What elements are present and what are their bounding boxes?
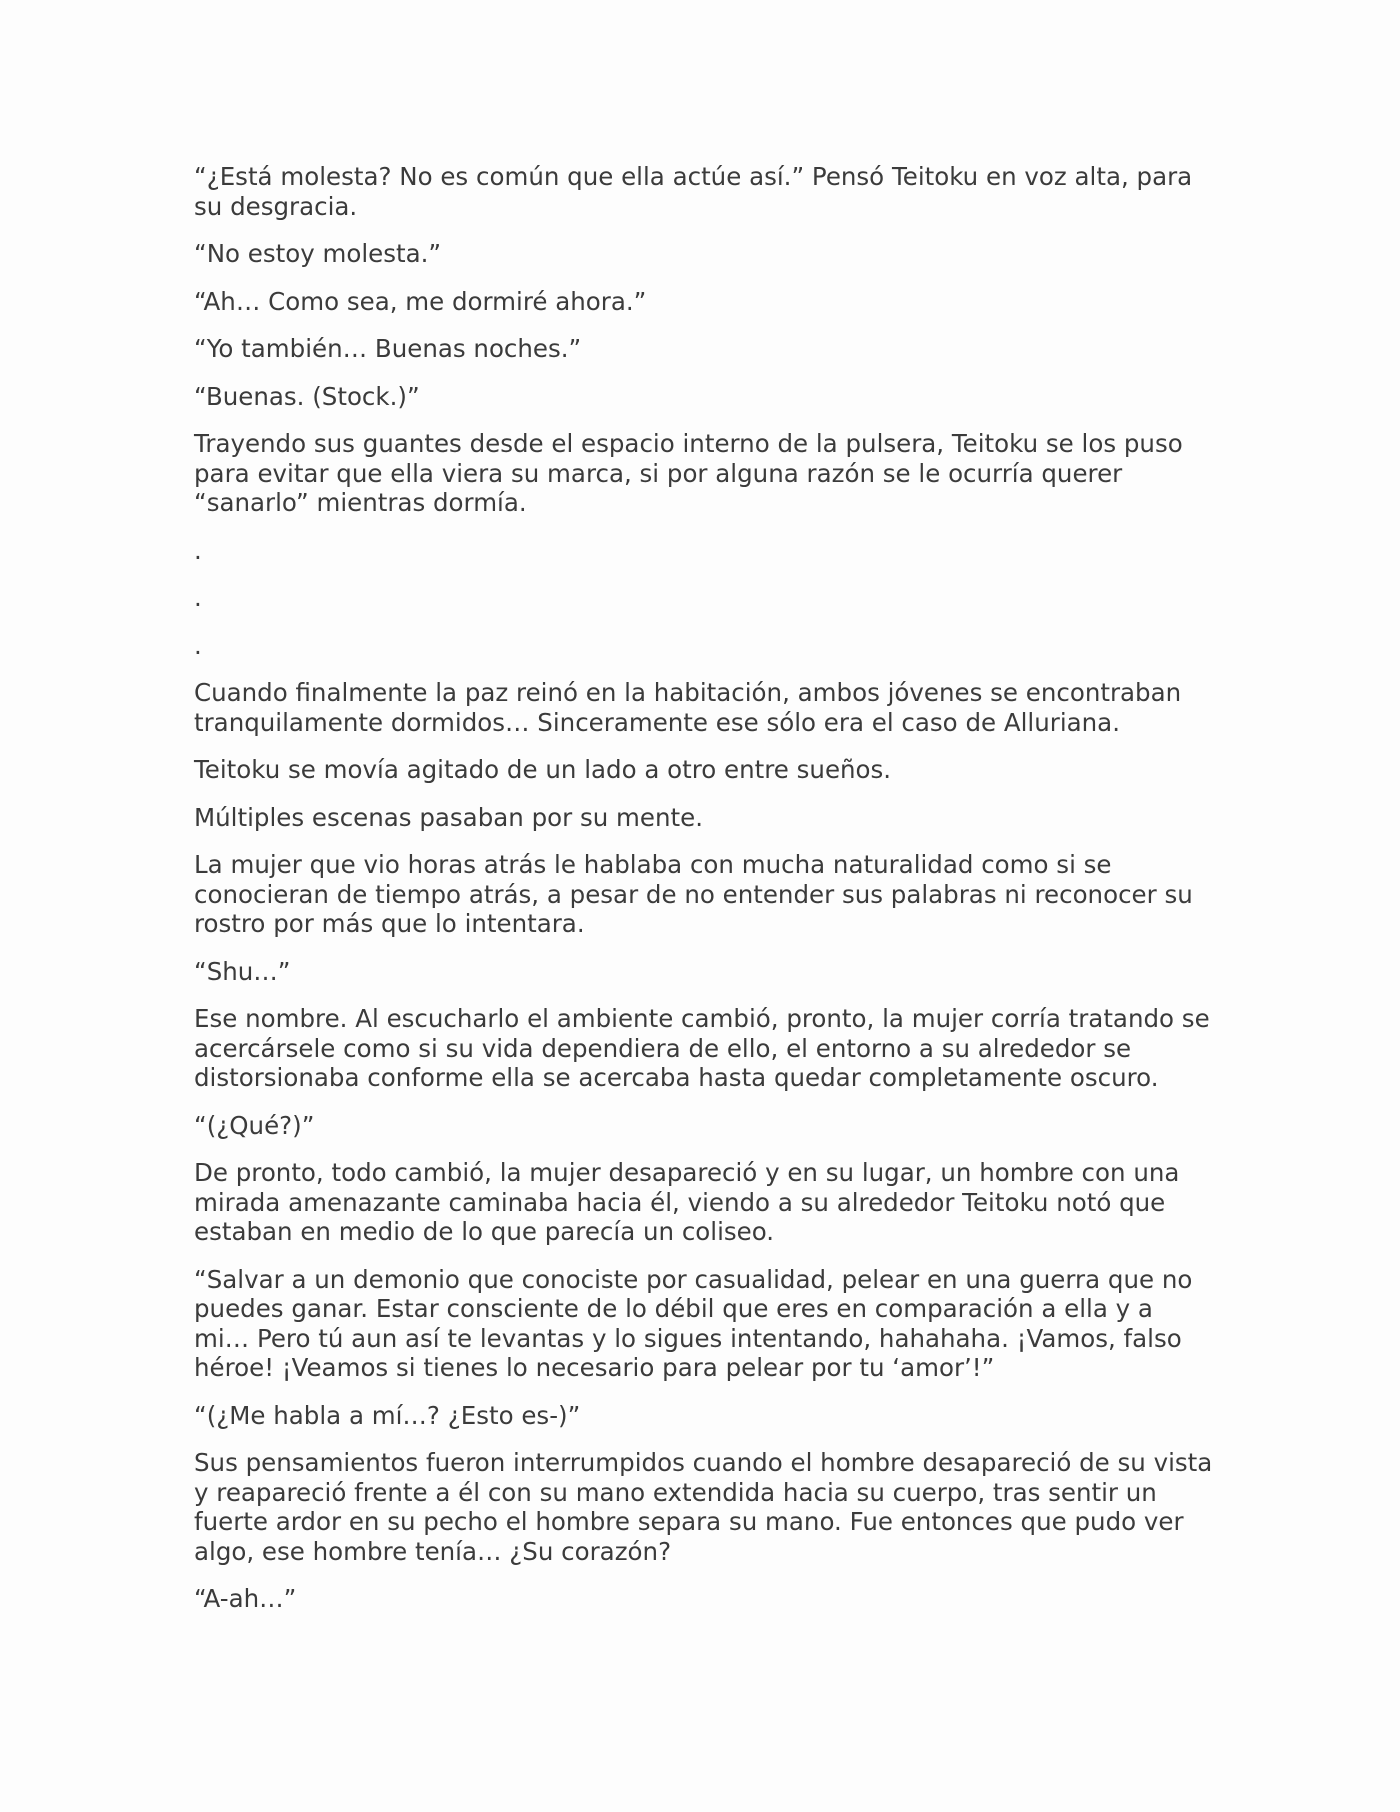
paragraph: “(¿Qué?)”	[194, 1110, 315, 1140]
scene-break-dot: .	[194, 583, 202, 612]
paragraph: Teitoku se movía agitado de un lado a otro entre sueños.	[194, 755, 892, 784]
scene-break-dot: .	[194, 630, 202, 660]
paragraph: “Yo también… Buenas noches.”	[194, 334, 582, 363]
paragraph: “A-ah…”	[194, 1584, 297, 1613]
paragraph: “Ah… Como sea, me dormiré ahora.”	[194, 286, 647, 316]
document-body	[194, 162, 1214, 1632]
paragraph: Cuando finalmente la paz reinó en la habitación, ambos jóvenes se encontraban tranquilamente dormidos… Sinceramente ese sólo era el caso de Alluriana.	[194, 678, 1182, 737]
paragraph: “Buenas. (Stock.)”	[194, 381, 420, 411]
paragraph: De pronto, todo cambió, la mujer desapareció y en su lugar, un hombre con una mirada amenazante caminaba hacia él, viendo a su alrededor Teitoku notó que estaban en medio de lo que parecía un coliseo.	[194, 1158, 1180, 1246]
paragraph: “No estoy molesta.”	[194, 239, 442, 268]
paragraph: Ese nombre. Al escucharlo el ambiente cambió, pronto, la mujer corría tratando se acercársele como si su vida dependiera de ello, el entorno a su alrededor se distorsionaba conforme ella se acercaba hasta quedar completamente oscuro.	[194, 1004, 1210, 1092]
paragraph: “Shu…”	[194, 956, 291, 986]
scene-break-dot: .	[194, 535, 202, 565]
paragraph: “(¿Me habla a mí…? ¿Esto es-)”	[194, 1400, 581, 1430]
paragraph: Trayendo sus guantes desde el espacio interno de la pulsera, Teitoku se los puso para evitar que ella viera su marca, si por alguna razón se le ocurría querer “sanarlo” mientras dormía.	[194, 429, 1183, 517]
paragraph: “Salvar a un demonio que conociste por casualidad, pelear en una guerra que no puedes ganar. Estar consciente de lo débil que eres en comparación a ella y a mi… Pero tú aun así te levantas y lo sigues intentando, hahahaha. ¡Vamos, falso héroe! ¡Veamos si tienes lo necesario para pelear por tu ‘amor’!”	[194, 1264, 1193, 1382]
paragraph: La mujer que vio horas atrás le hablaba con mucha naturalidad como si se conocieran de tiempo atrás, a pesar de no entender sus palabras ni reconocer su rostro por más que lo intentara.	[194, 850, 1193, 938]
paragraph: Múltiples escenas pasaban por su mente.	[194, 802, 703, 832]
paragraph: Sus pensamientos fueron interrumpidos cuando el hombre desapareció de su vista y reapareció frente a él con su mano extendida hacia su cuerpo, tras sentir un fuerte ardor en su pecho el hombre separa su mano. Fue entonces que pudo ver algo, ese hombre tenía… ¿Su corazón?	[194, 1448, 1213, 1566]
paragraph: “¿Está molesta? No es común que ella actúe así.” Pensó Teitoku en voz alta, para su desgracia.	[194, 162, 1193, 221]
